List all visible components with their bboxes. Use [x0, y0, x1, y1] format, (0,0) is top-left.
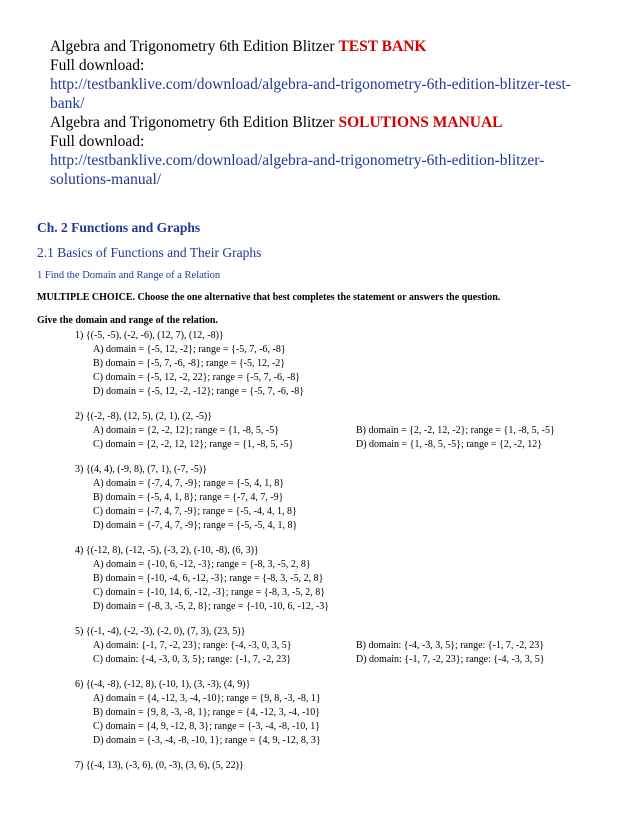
option-a: A) domain = {-10, 6, -12, -3}; range = {-8, 3, -5, 2, 8} [93, 559, 311, 570]
testbank-link-cont[interactable]: bank/ [50, 95, 85, 112]
option-c: C) domain: {-4, -3, 0, 3, 5}; range: {-1, 7, -2, 23} [93, 654, 292, 665]
multiple-choice-instructions: MULTIPLE CHOICE. Choose the one alternative that best completes the statement or answers the question. [37, 292, 501, 303]
option-d: D) domain = {-3, -4, -8, -10, 1}; range = {4, 9, -12, 8, 3} [93, 735, 321, 746]
option-a: A) domain = {4, -12, 3, -4, -10}; range = {9, 8, -3, -8, 1} [93, 693, 321, 704]
option-d: D) domain = {-7, 4, 7, -9}; range = {-5, -5, 4, 1, 8} [93, 520, 298, 531]
option-b: B) domain = {-5, 4, 1, 8}; range = {-7, 4, 7, -9} [93, 492, 284, 503]
question-stem: 4) {(-12, 8), (-12, -5), (-3, 2), (-10, -8), (6, 3)} [75, 545, 259, 556]
solutions-manual-label: SOLUTIONS MANUAL [338, 114, 503, 131]
title-text: Algebra and Trigonometry 6th Edition Blitzer [50, 114, 339, 131]
section-heading: 2.1 Basics of Functions and Their Graphs [37, 245, 262, 260]
question-stem: 6) {(-4, -8), (-12, 8), (-10, 1), (3, -3), (4, 9)} [75, 679, 251, 690]
testbank-link[interactable]: http://testbanklive.com/download/algebra-and-trigonometry-6th-edition-blitzer-test- [50, 76, 571, 93]
option-c: C) domain = {-5, 12, -2, 22}; range = {-5, 7, -6, -8} [93, 372, 301, 383]
objective-heading: 1 Find the Domain and Range of a Relation [37, 270, 221, 281]
question-stem: 1) {(-5, -5), (-2, -6), (12, 7), (12, -8)} [75, 330, 224, 341]
option-c: C) domain = {-10, 14, 6, -12, -3}; range = {-8, 3, -5, 2, 8} [93, 587, 326, 598]
full-download-label: Full download: [50, 57, 145, 74]
solutions-link[interactable]: http://testbanklive.com/download/algebra-and-trigonometry-6th-edition-blitzer- [50, 152, 545, 169]
option-c: C) domain = {-7, 4, 7, -9}; range = {-5, -4, 4, 1, 8} [93, 506, 297, 517]
option-a: A) domain: {-1, 7, -2, 23}; range: {-4, -3, 0, 3, 5} [93, 640, 292, 651]
option-d: D) domain = {1, -8, 5, -5}; range = {2, -2, 12} [356, 439, 543, 450]
option-b: B) domain = {9, 8, -3, -8, 1}; range = {4, -12, 3, -4, -10} [93, 707, 321, 718]
full-download-label-2: Full download: [50, 133, 145, 150]
solutions-link-cont[interactable]: solutions-manual/ [50, 171, 162, 188]
question-stem: 2) {(-2, -8), (12, 5), (2, 1), (2, -5)} [75, 411, 213, 422]
header-title-testbank [50, 37, 426, 56]
option-c: C) domain = {2, -2, 12, 12}; range = {1, -8, 5, -5} [93, 439, 294, 450]
option-d: D) domain: {-1, 7, -2, 23}; range: {-4, -3, 3, 5} [356, 654, 545, 665]
option-c: C) domain = {4, 9, -12, 8, 3}; range = {-3, -4, -8, -10, 1} [93, 721, 321, 732]
option-d: D) domain = {-8, 3, -5, 2, 8}; range = {-10, -10, 6, -12, -3} [93, 601, 329, 612]
chapter-heading: Ch. 2 Functions and Graphs [37, 220, 201, 235]
question-stem: 3) {(4, 4), (-9, 8), (7, 1), (-7, -5)} [75, 464, 208, 475]
option-b: B) domain = {2, -2, 12, -2}; range = {1, -8, 5, -5} [356, 425, 555, 436]
option-a: A) domain = {-5, 12, -2}; range = {-5, 7, -6, -8} [93, 344, 286, 355]
question-instruction: Give the domain and range of the relation. [37, 315, 218, 326]
header-title-solutions [50, 113, 503, 132]
question-stem: 5) {(-1, -4), (-2, -3), (-2, 0), (7, 3), (23, 5)} [75, 626, 246, 637]
option-a: A) domain = {2, -2, 12}; range = {1, -8, 5, -5} [93, 425, 280, 436]
title-text: Algebra and Trigonometry 6th Edition Blitzer [50, 38, 339, 55]
option-d: D) domain = {-5, 12, -2, -12}; range = {-5, 7, -6, -8} [93, 386, 304, 397]
option-b: B) domain: {-4, -3, 3, 5}; range: {-1, 7, -2, 23} [356, 640, 545, 651]
question-stem: 7) {(-4, 13), (-3, 6), (0, -3), (3, 6), (5, 22)} [75, 760, 244, 771]
test-bank-label: TEST BANK [338, 38, 427, 55]
option-a: A) domain = {-7, 4, 7, -9}; range = {-5, 4, 1, 8} [93, 478, 285, 489]
option-b: B) domain = {-10, -4, 6, -12, -3}; range = {-8, 3, -5, 2, 8} [93, 573, 324, 584]
option-b: B) domain = {-5, 7, -6, -8}; range = {-5, 12, -2} [93, 358, 286, 369]
